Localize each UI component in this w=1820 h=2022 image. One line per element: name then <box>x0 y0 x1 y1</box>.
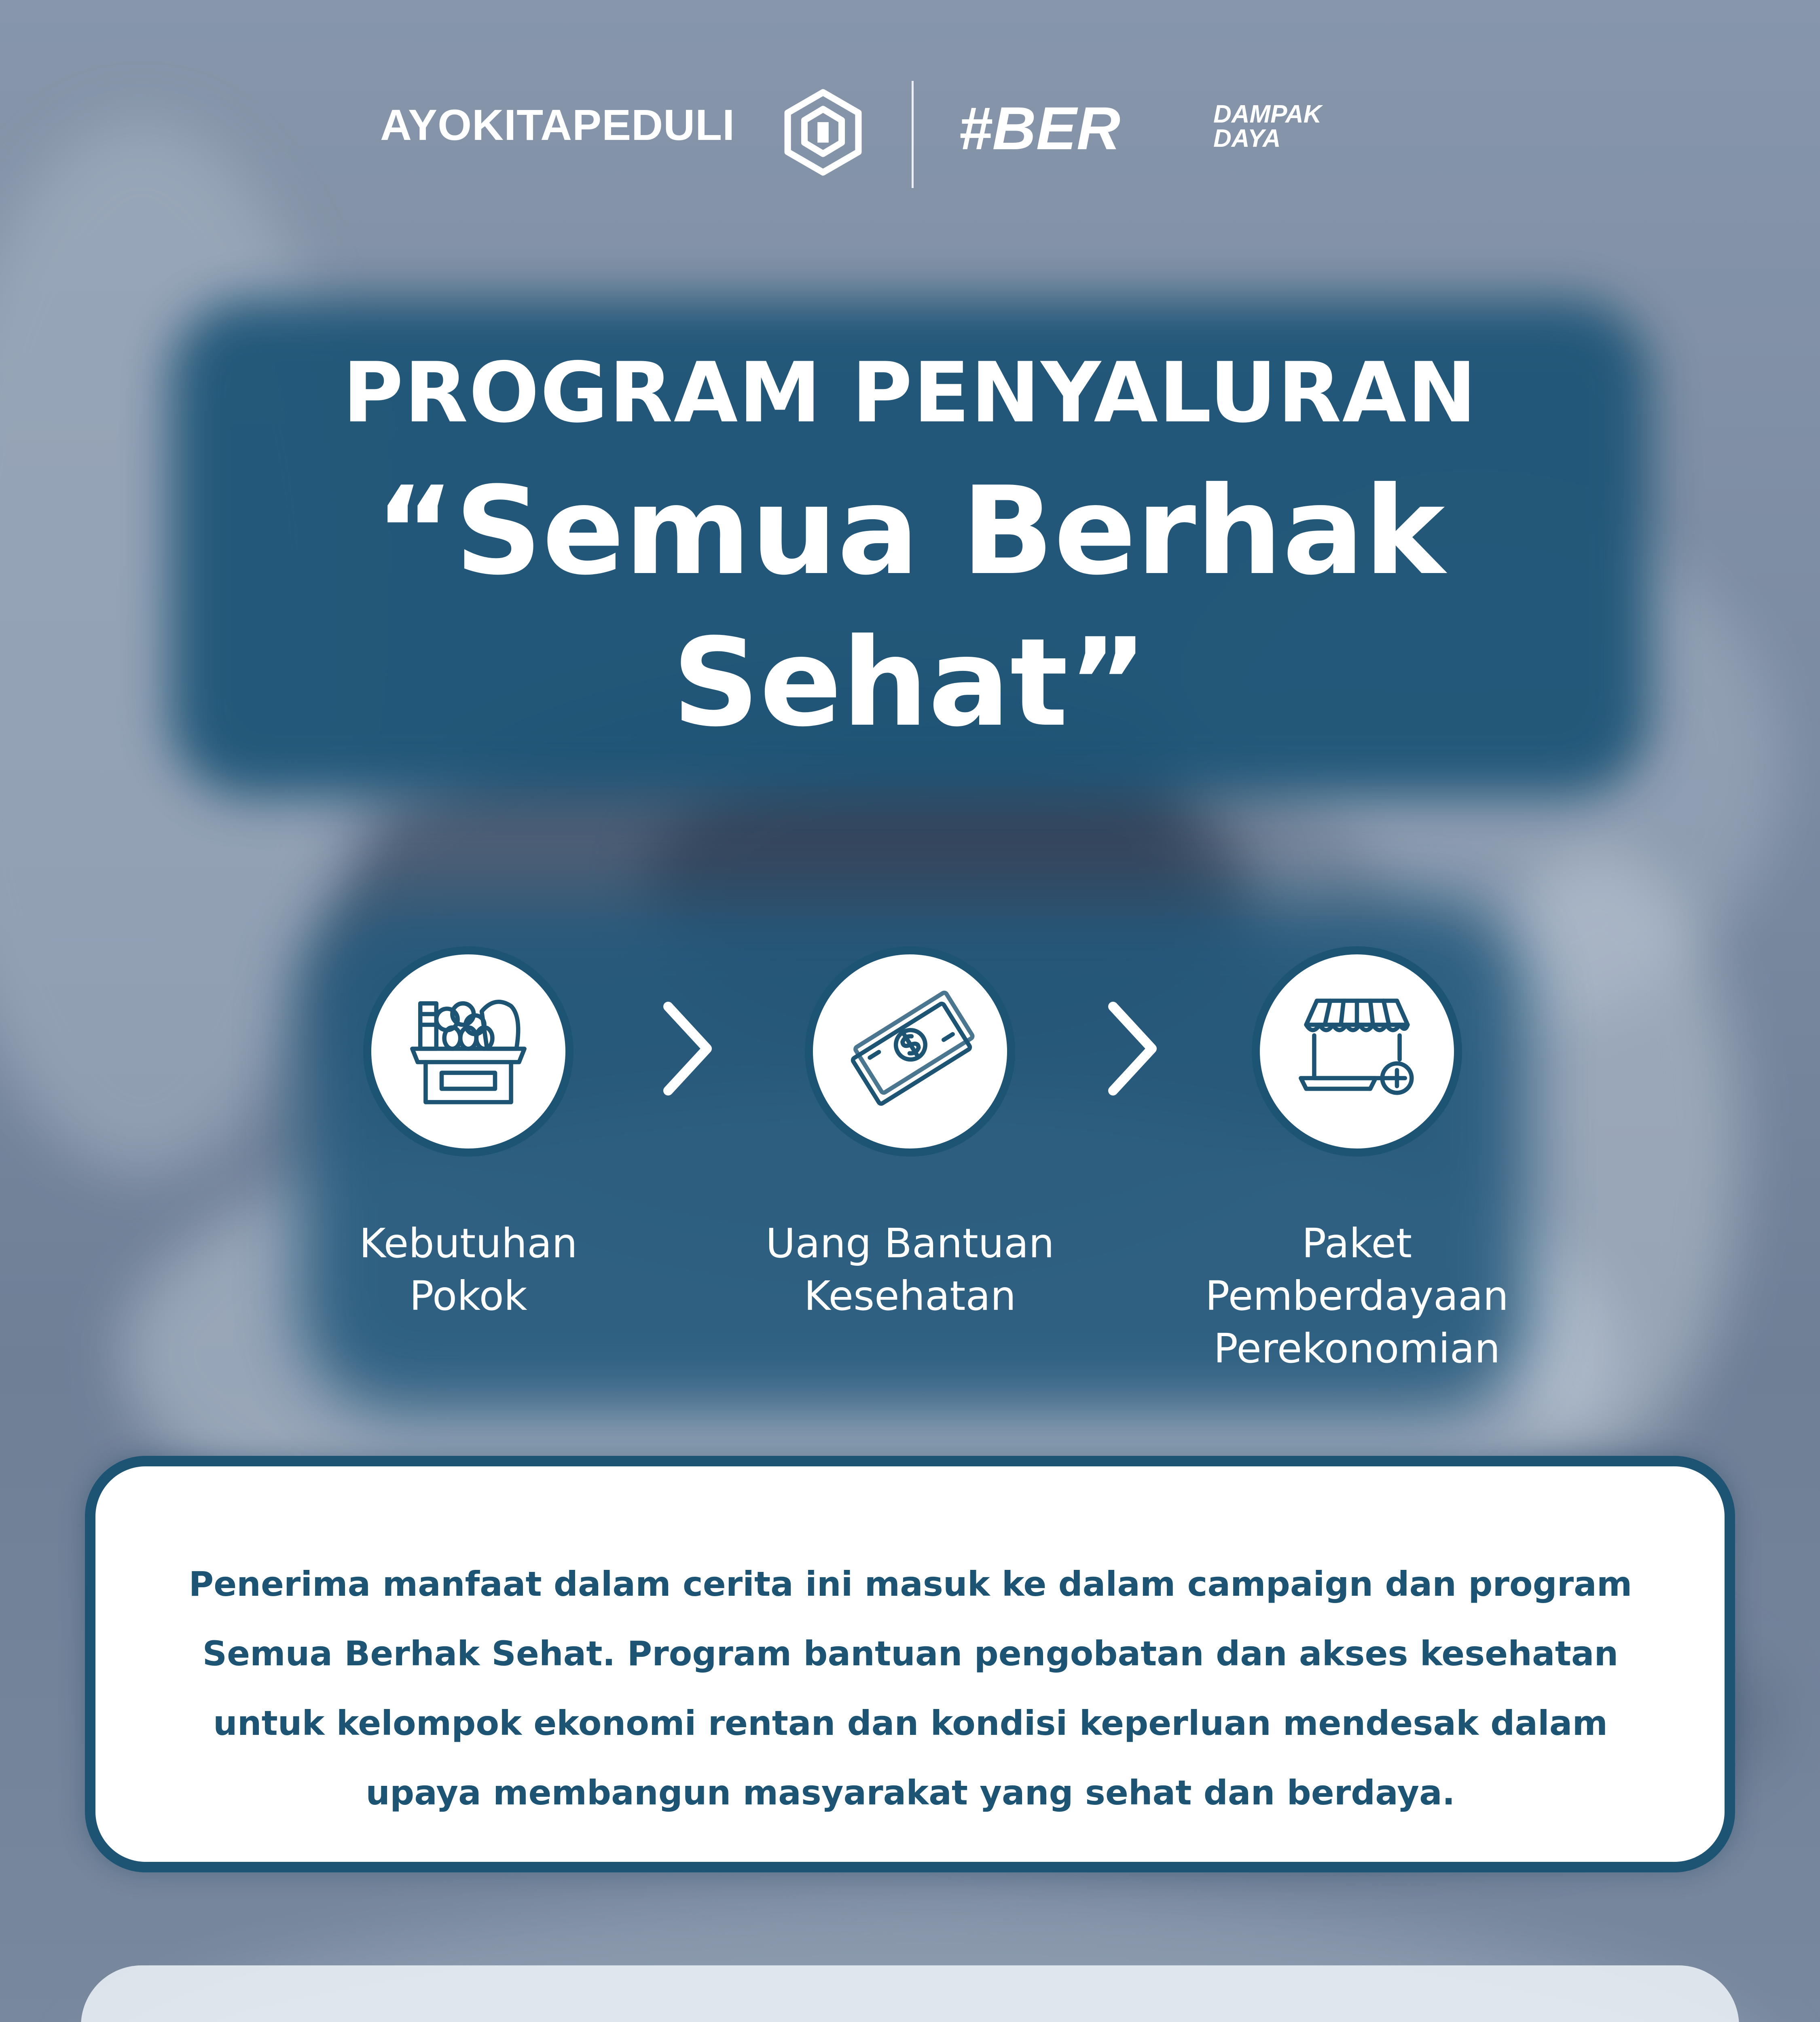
info-line: Semua Berhak Sehat. Program bantuan pengobatan dan akses kesehatan <box>148 1619 1673 1688</box>
step-3-label: Paket Pemberdayaan Perekonomian <box>1155 1217 1559 1375</box>
info-line: untuk kelompok ekonomi rentan dan kondisi keperluan mendesak dalam <box>148 1688 1673 1758</box>
info-line: upaya membangun masyarakat yang sehat dan berdaya. <box>148 1758 1673 1827</box>
hashtag-bottom: DAYA <box>1213 126 1280 151</box>
brand-name: AYOKITAPEDULI <box>380 103 735 147</box>
step-1-label: Kebutuhan Pokok <box>266 1217 671 1322</box>
title-line-2: “Semua Berhak <box>0 455 1820 607</box>
hashtag-top: DAMPAK <box>1213 102 1322 127</box>
info-line: Penerima manfaat dalam cerita ini masuk ke dalam campaign dan program <box>148 1549 1673 1619</box>
title-line-3: Sehat” <box>0 607 1820 759</box>
hashtag-main: #BER <box>959 98 1120 159</box>
step-2-label: Uang Bantuan Kesehatan <box>708 1217 1112 1322</box>
title-line-1: PROGRAM PENYALURAN <box>0 348 1820 439</box>
